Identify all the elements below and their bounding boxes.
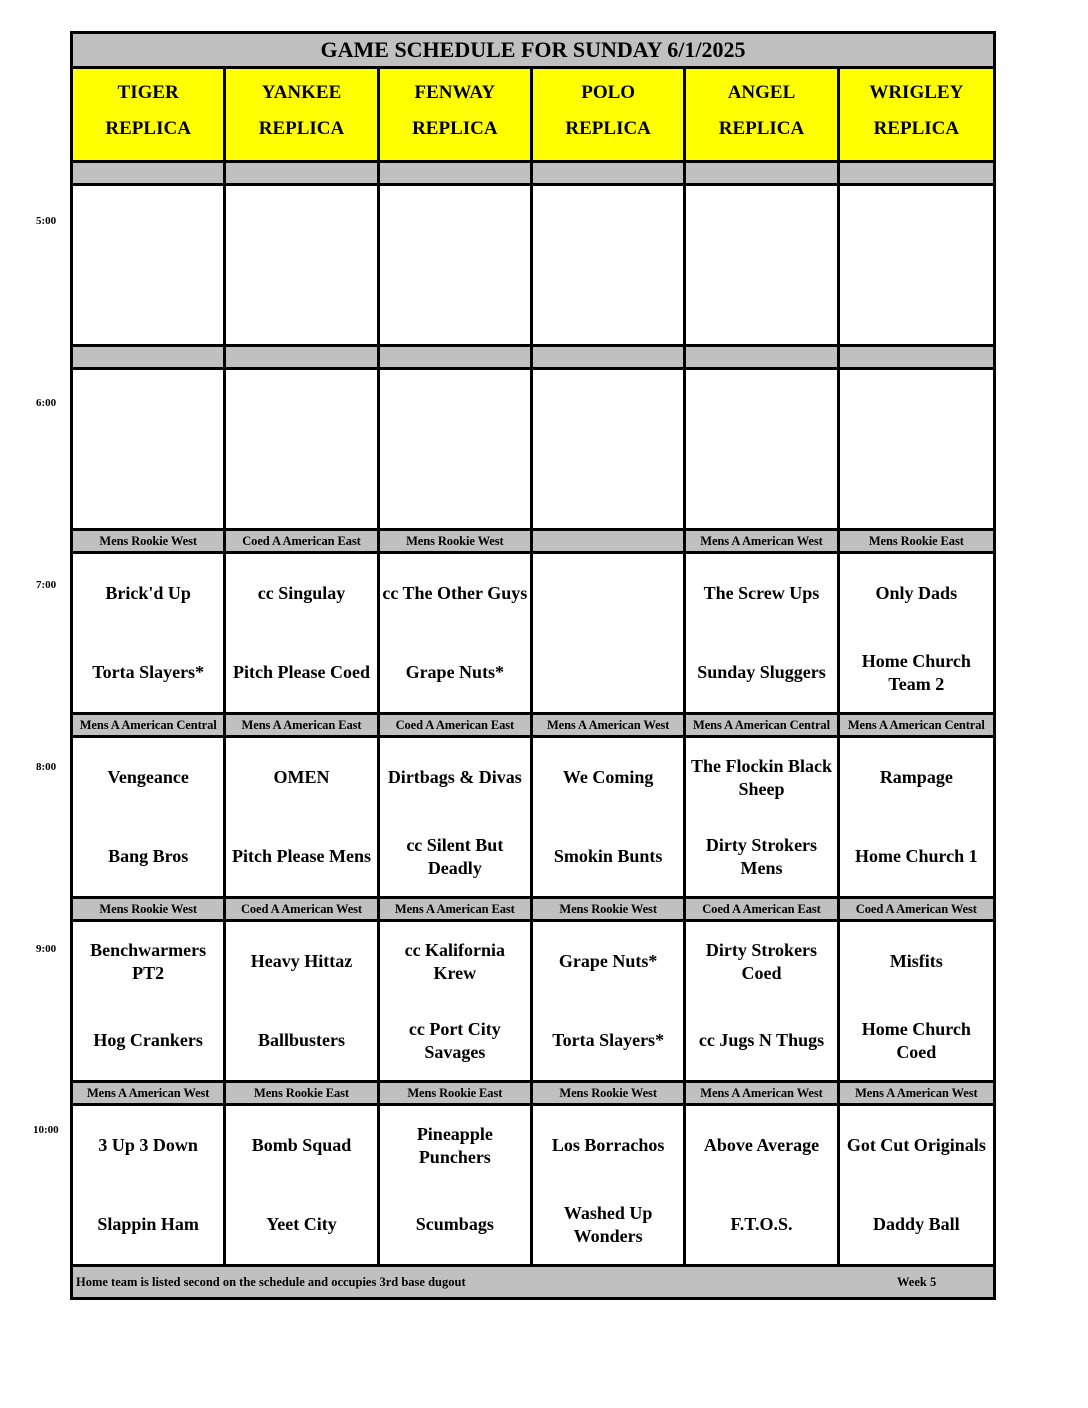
home-team: Home Church Coed — [861, 1018, 971, 1062]
away-team: Pineapple Punchers — [416, 1123, 493, 1167]
away-team: Grape Nuts* — [558, 951, 658, 971]
division-label: Mens A American Central — [686, 715, 839, 735]
home-team: Torta Slayers* — [92, 662, 205, 682]
division-label — [73, 347, 226, 367]
game-cell — [840, 738, 993, 896]
home-team: Smokin Bunts — [553, 846, 663, 866]
game-row — [73, 922, 993, 1083]
home-team: Pitch Please Mens — [232, 846, 371, 866]
home-team: Hog Crankers — [93, 1030, 203, 1050]
away-team: Heavy Hittaz — [250, 951, 353, 971]
away-team: cc Kalifornia Krew — [404, 939, 506, 983]
division-label — [380, 347, 533, 367]
game-cell — [226, 922, 379, 1080]
game-cell — [533, 1106, 686, 1264]
game-cell — [840, 1106, 993, 1264]
division-label — [840, 347, 993, 367]
empty-cell — [380, 370, 533, 528]
division-label: Mens A American East — [380, 899, 533, 919]
game-cell — [380, 738, 533, 896]
field-name: WRIGLEY — [869, 82, 964, 103]
division-label — [226, 163, 379, 183]
game-row — [73, 554, 993, 715]
field-header-angel — [686, 69, 839, 160]
away-team: Misfits — [889, 951, 943, 971]
division-label: Mens Rookie East — [226, 1083, 379, 1103]
game-cell — [73, 554, 226, 712]
game-cell — [226, 738, 379, 896]
time-label: 9:00 — [36, 943, 57, 955]
game-cell — [840, 922, 993, 1080]
empty-slot-row — [73, 370, 993, 531]
home-team: Daddy Ball — [873, 1214, 960, 1234]
game-cell — [380, 554, 533, 712]
division-row — [73, 1083, 993, 1106]
field-header-fenway — [380, 69, 533, 160]
home-team: Slappin Ham — [97, 1214, 199, 1234]
division-label: Mens Rookie East — [380, 1083, 533, 1103]
game-cell — [533, 554, 686, 712]
home-team: Sunday Sluggers — [697, 662, 826, 682]
away-team: Only Dads — [875, 583, 958, 603]
home-team: cc Port City Savages — [408, 1018, 501, 1062]
division-label: Coed A American East — [226, 531, 379, 551]
field-subtitle: REPLICA — [105, 118, 191, 139]
empty-cell — [686, 370, 839, 528]
division-label: Mens Rookie West — [73, 899, 226, 919]
division-label — [840, 163, 993, 183]
home-team: Grape Nuts* — [405, 662, 505, 682]
away-team: The Flockin Black Sheep — [690, 755, 832, 799]
division-label — [533, 347, 686, 367]
away-team: Got Cut Originals — [846, 1135, 986, 1155]
division-label: Coed A American East — [686, 899, 839, 919]
empty-cell — [73, 370, 226, 528]
game-cell — [73, 738, 226, 896]
away-team: Rampage — [879, 767, 953, 787]
away-team: Above Average — [703, 1135, 820, 1155]
division-label: Mens A American Central — [847, 717, 985, 732]
game-cell — [686, 922, 839, 1080]
field-header-wrigley — [840, 69, 993, 160]
home-team: F.T.O.S. — [730, 1214, 793, 1234]
field-header-row — [73, 69, 993, 163]
field-name: FENWAY — [414, 82, 496, 103]
division-row — [73, 715, 993, 738]
home-team: Yeet City — [266, 1214, 337, 1234]
field-subtitle: REPLICA — [873, 118, 960, 139]
division-row — [73, 531, 993, 554]
home-team: Pitch Please Coed — [233, 662, 370, 682]
division-label — [533, 163, 686, 183]
division-label — [533, 531, 686, 551]
home-team: cc Jugs N Thugs — [698, 1030, 825, 1050]
game-cell — [226, 1106, 379, 1264]
empty-cell — [380, 186, 533, 344]
field-name: TIGER — [117, 82, 179, 103]
game-cell — [533, 922, 686, 1080]
away-team — [533, 554, 683, 633]
game-cell — [686, 1106, 839, 1264]
game-cell — [686, 738, 839, 896]
away-team: Benchwarmers PT2 — [90, 939, 207, 983]
field-name: YANKEE — [261, 82, 342, 103]
field-header-yankee — [226, 69, 379, 160]
division-label: Mens Rookie West — [533, 899, 686, 919]
home-team: Home Church 1 — [854, 846, 978, 866]
empty-cell — [840, 370, 993, 528]
division-label: Mens A American West — [686, 1083, 839, 1103]
away-team: 3 Up 3 Down — [98, 1135, 198, 1155]
division-label — [226, 347, 379, 367]
home-team: Scumbags — [415, 1214, 494, 1234]
division-label: Mens Rookie East — [868, 533, 964, 548]
time-label: 7:00 — [36, 579, 57, 591]
away-team: Dirtbags & Divas — [387, 767, 522, 787]
empty-cell — [533, 370, 686, 528]
schedule-body — [73, 163, 993, 1267]
game-cell — [380, 1106, 533, 1264]
game-cell — [686, 554, 839, 712]
division-label — [380, 163, 533, 183]
empty-slot-row — [73, 186, 993, 347]
home-team: Washed Up Wonders — [563, 1202, 653, 1246]
away-team: The Screw Ups — [703, 583, 820, 603]
home-team: Dirty Strokers Mens — [705, 834, 818, 878]
away-team: Bomb Squad — [251, 1135, 352, 1155]
division-label: Mens Rookie West — [533, 1083, 686, 1103]
home-team: Bang Bros — [108, 846, 189, 866]
game-cell — [840, 554, 993, 712]
empty-cell — [226, 186, 379, 344]
home-team: Ballbusters — [257, 1030, 345, 1050]
time-label: 10:00 — [33, 1124, 59, 1136]
division-label — [686, 347, 839, 367]
empty-cell — [840, 186, 993, 344]
field-subtitle: REPLICA — [565, 118, 651, 139]
division-label: Coed A American West — [226, 899, 379, 919]
division-label: Mens A American West — [686, 531, 839, 551]
field-subtitle: REPLICA — [718, 118, 805, 139]
division-label: Mens A American West — [855, 1085, 978, 1100]
home-team-note: Home team is listed second on the schedule and occupies 3rd base dugout — [76, 1275, 466, 1289]
division-label: Mens A American West — [73, 1083, 226, 1103]
division-label: Mens Rookie West — [73, 531, 226, 551]
field-subtitle: REPLICA — [258, 118, 345, 139]
field-header-polo — [533, 69, 686, 160]
schedule-footer — [73, 1267, 993, 1297]
away-team: cc The Other Guys — [382, 583, 528, 603]
time-label: 6:00 — [36, 397, 57, 409]
empty-cell — [686, 186, 839, 344]
division-label: Mens A American West — [533, 715, 686, 735]
schedule-table — [70, 31, 996, 1300]
home-team: Home Church Team 2 — [861, 650, 971, 694]
field-name: ANGEL — [727, 82, 796, 103]
away-team: Vengeance — [107, 767, 189, 787]
schedule-title: GAME SCHEDULE FOR SUNDAY 6/1/2025 — [73, 34, 993, 69]
game-row — [73, 1106, 993, 1267]
home-team: Torta Slayers* — [552, 1030, 665, 1050]
away-team: OMEN — [273, 767, 330, 787]
home-team: cc Silent But Deadly — [406, 834, 504, 878]
field-header-tiger — [73, 69, 226, 160]
game-cell — [73, 1106, 226, 1264]
field-name: POLO — [581, 82, 636, 103]
away-team: Dirty Strokers Coed — [705, 939, 818, 983]
division-label: Mens A American Central — [73, 715, 226, 735]
away-team: Los Borrachos — [551, 1135, 665, 1155]
division-label: Mens A American East — [226, 715, 379, 735]
empty-cell — [533, 186, 686, 344]
division-row — [73, 163, 993, 186]
game-cell — [533, 738, 686, 896]
division-label: Mens Rookie West — [380, 531, 533, 551]
field-subtitle: REPLICA — [412, 118, 498, 139]
game-cell — [380, 922, 533, 1080]
division-row — [73, 899, 993, 922]
division-label — [686, 163, 839, 183]
game-row — [73, 738, 993, 899]
division-label: Coed A American East — [380, 715, 533, 735]
empty-cell — [226, 370, 379, 528]
division-row — [73, 347, 993, 370]
time-label: 5:00 — [36, 215, 57, 227]
empty-cell — [73, 186, 226, 344]
division-label — [73, 163, 226, 183]
away-team: We Coming — [562, 767, 654, 787]
game-cell — [226, 554, 379, 712]
time-label: 8:00 — [36, 761, 57, 773]
home-team — [533, 633, 683, 712]
week-label: Week 5 — [897, 1275, 937, 1289]
division-label: Coed A American West — [855, 901, 977, 916]
away-team: cc Singulay — [257, 583, 346, 603]
away-team: Brick'd Up — [105, 583, 191, 603]
game-cell — [73, 922, 226, 1080]
